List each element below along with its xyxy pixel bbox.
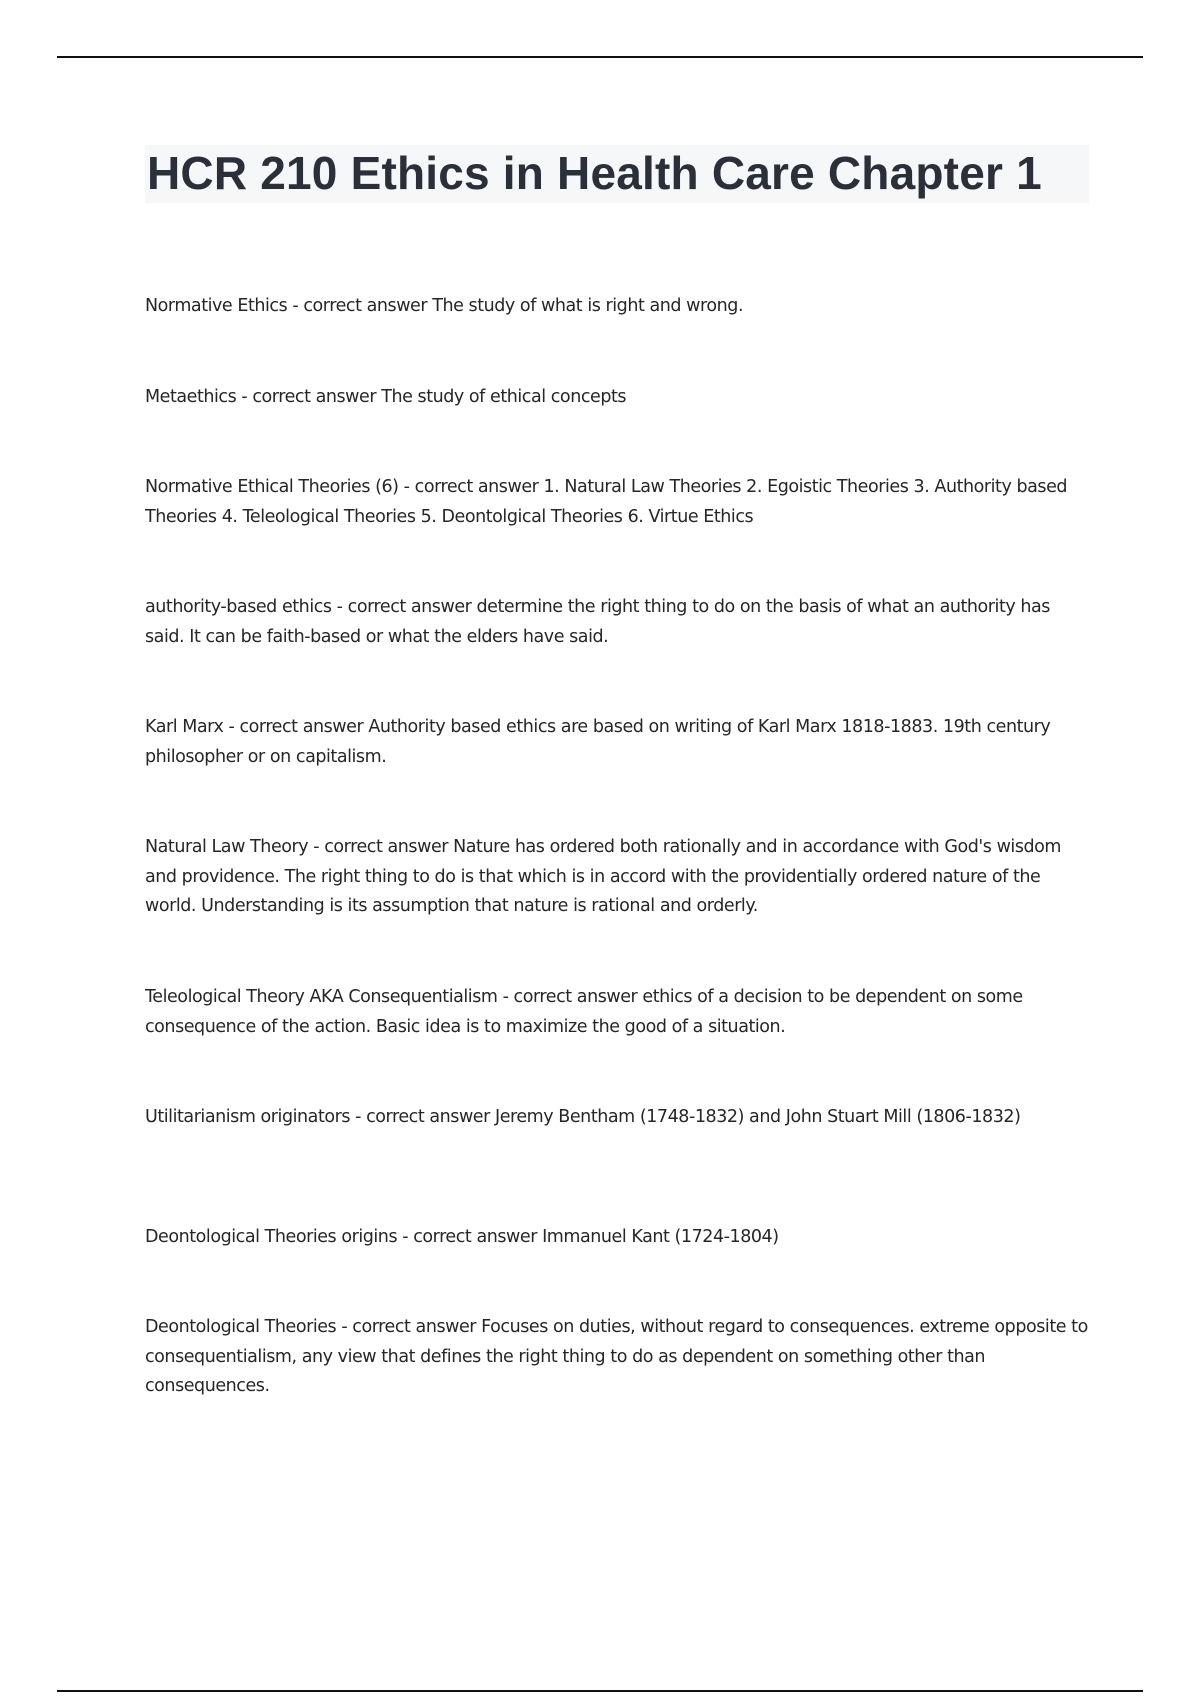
entry-normative-ethics: Normative Ethics - correct answer The study of what is right and wrong. [145, 296, 744, 316]
entry-natural-law-theory: Natural Law Theory - correct answer Nature has ordered both rationally and in accordance with God's wisdom and providence. The right thing to do is that which is in accord with the providentially ordered nature of the world. Understanding is its assumption that nature is rational and orderly. [145, 837, 1062, 916]
entry-teleological-theory: Teleological Theory AKA Consequentialism - correct answer ethics of a decision to be dependent on some consequence of the action. Basic idea is to maximize the good of a situation. [145, 987, 1023, 1037]
entry-utilitarianism-originators: Utilitarianism originators - correct answer Jeremy Bentham (1748-1832) and John Stuart Mill (1806-1832) [145, 1107, 1021, 1127]
title-block [145, 145, 1089, 203]
entry-metaethics: Metaethics - correct answer The study of ethical concepts [145, 387, 627, 407]
entry-deontological-theories: Deontological Theories - correct answer Focuses on duties, without regard to consequences. extreme opposite to consequentialism, any view that defines the right thing to do as dependent on something other than consequences. [145, 1317, 1088, 1396]
entry-normative-ethical-theories: Normative Ethical Theories (6) - correct answer 1. Natural Law Theories 2. Egoistic Theories 3. Authority based Theories 4. Teleological Theories 5. Deontolgical Theories 6. Virtue Ethics [145, 477, 1068, 527]
page-title: HCR 210 Ethics in Health Care Chapter 1 [147, 147, 1042, 199]
entry-karl-marx: Karl Marx - correct answer Authority based ethics are based on writing of Karl Marx 1818-1883. 19th century philosopher or on capitalism. [145, 717, 1051, 767]
footer-rule [57, 1690, 1143, 1692]
entry-deontological-origins: Deontological Theories origins - correct answer Immanuel Kant (1724-1804) [145, 1227, 779, 1247]
header-rule [57, 56, 1143, 58]
entry-authority-based-ethics: authority-based ethics - correct answer determine the right thing to do on the basis of what an authority has said. It can be faith-based or what the elders have said. [145, 597, 1050, 647]
